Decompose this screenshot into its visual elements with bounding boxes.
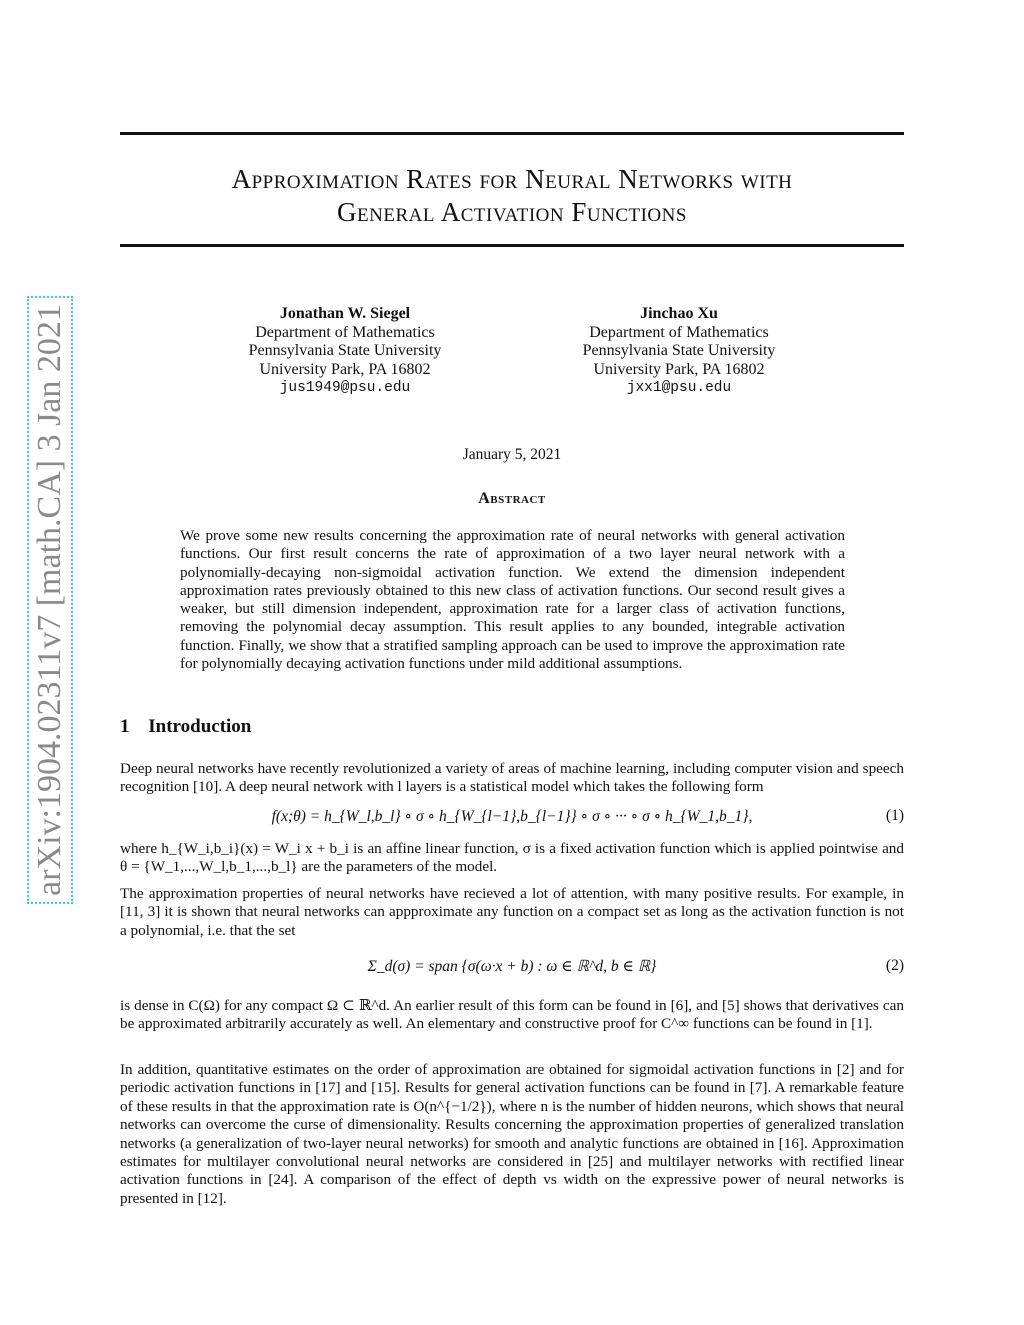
author-name: Jonathan W. Siegel <box>279 305 411 322</box>
author-block-2 <box>549 305 809 398</box>
author-address: University Park, PA 16802 <box>593 360 765 378</box>
paper-date: January 5, 2021 <box>462 446 562 463</box>
equation-2-body: Σ_d(σ) = span {σ(ω·x + b) : ω ∈ ℝ^d, b ∈ ℝ} <box>367 958 657 975</box>
author-department: Department of Mathematics <box>589 323 769 341</box>
equation-2 <box>120 957 904 979</box>
author-university: Pennsylvania State University <box>582 342 776 359</box>
author-name: Jinchao Xu <box>640 305 718 322</box>
author-address: University Park, PA 16802 <box>259 360 431 378</box>
intro-paragraph-1: Deep neural networks have recently revolutionized a variety of areas of machine learning, including computer vision and speech recognition [10]. A deep neural network with l layers is a statistical model which takes the following form <box>120 760 904 796</box>
equation-2-number: (2) <box>885 957 904 974</box>
title-bottom-rule <box>120 244 904 247</box>
intro-paragraph-5: In addition, quantitative estimates on the order of approximation are obtained for sigmoidal activation functions in [2] and for periodic activation functions in [17] and [15]. Results for general activation functions can be found in [7]. A remarkable feature of these results in that the approximation rate is O(n^{−1/2}), where n is the number of hidden neurons, which shows that neural networks can overcome the curse of dimensionality. Results concerning the approximation properties of generalized translation networks (a generalization of two-layer neural networks) for smooth and analytic functions are obtained in [16]. Approximation estimates for multilayer convolutional neural networks are considered in [25] and multilayer networks with rectified linear activation functions in [24]. A comparison of the effect of depth vs width on the expressive power of neural networks is presented in [12]. <box>120 1061 904 1207</box>
arxiv-sidebar-stamp: arXiv:1904.02311v7 [math.CA] 3 Jan 2021 <box>27 296 73 904</box>
abstract-text: We prove some new results concerning the approximation rate of neural networks with general activation functions. Our first result concerns the rate of approximation of a two layer neural network with a polynomially-decaying non-sigmoidal activation function. We extend the dimension independent approximation rates previously obtained to this new class of activation functions. Our second result gives a weaker, but still dimension independent, approximation rate for a larger class of activation functions, removing the polynomial decay assumption. This result applies to any bounded, integrable activation function. Finally, we show that a stratified sampling approach can be used to improve the approximation rate for polynomially decaying activation functions under mild additional assumptions. <box>180 527 845 673</box>
title-line-1: Approximation Rates for Neural Networks with <box>231 164 793 194</box>
equation-1 <box>120 807 904 829</box>
intro-paragraph-3: The approximation properties of neural networks have recieved a lot of attention, with many positive results. For example, in [11, 3] it is shown that neural networks can appproximate any function on a compact set as long as the activation function is not a polynomial, i.e. that the set <box>120 885 904 939</box>
author-email[interactable]: jxx1@psu.edu <box>626 380 732 396</box>
author-department: Department of Mathematics <box>255 323 435 341</box>
intro-paragraph-2: where h_{W_i,b_i}(x) = W_i x + b_i is an affine linear function, σ is a fixed activation function which is applied pointwise and θ = {W_1,...,W_l,b_1,...,b_l} are the parameters of the model. <box>120 840 904 876</box>
title-top-rule <box>120 132 904 135</box>
equation-1-body: f(x;θ) = h_{W_l,b_l} ∘ σ ∘ h_{W_{l−1},b_{l−1}} ∘ σ ∘ ··· ∘ σ ∘ h_{W_1,b_1}, <box>271 808 753 825</box>
section-number: 1 <box>120 716 130 737</box>
abstract-heading: Abstract <box>478 490 546 507</box>
author-email[interactable]: jus1949@psu.edu <box>279 380 411 396</box>
intro-paragraph-4: is dense in C(Ω) for any compact Ω ⊂ ℝ^d. An earlier result of this form can be found in [6], and [5] shows that derivatives can be approximated arbitrarily accurately as well. An elementary and constructive proof for C^∞ functions can be found in [1]. <box>120 997 904 1033</box>
author-block-1 <box>215 305 475 398</box>
equation-1-number: (1) <box>885 807 904 824</box>
section-heading <box>120 716 251 738</box>
title-line-2: General Activation Functions <box>337 197 687 227</box>
author-university: Pennsylvania State University <box>248 342 442 359</box>
section-title: Introduction <box>148 716 252 737</box>
